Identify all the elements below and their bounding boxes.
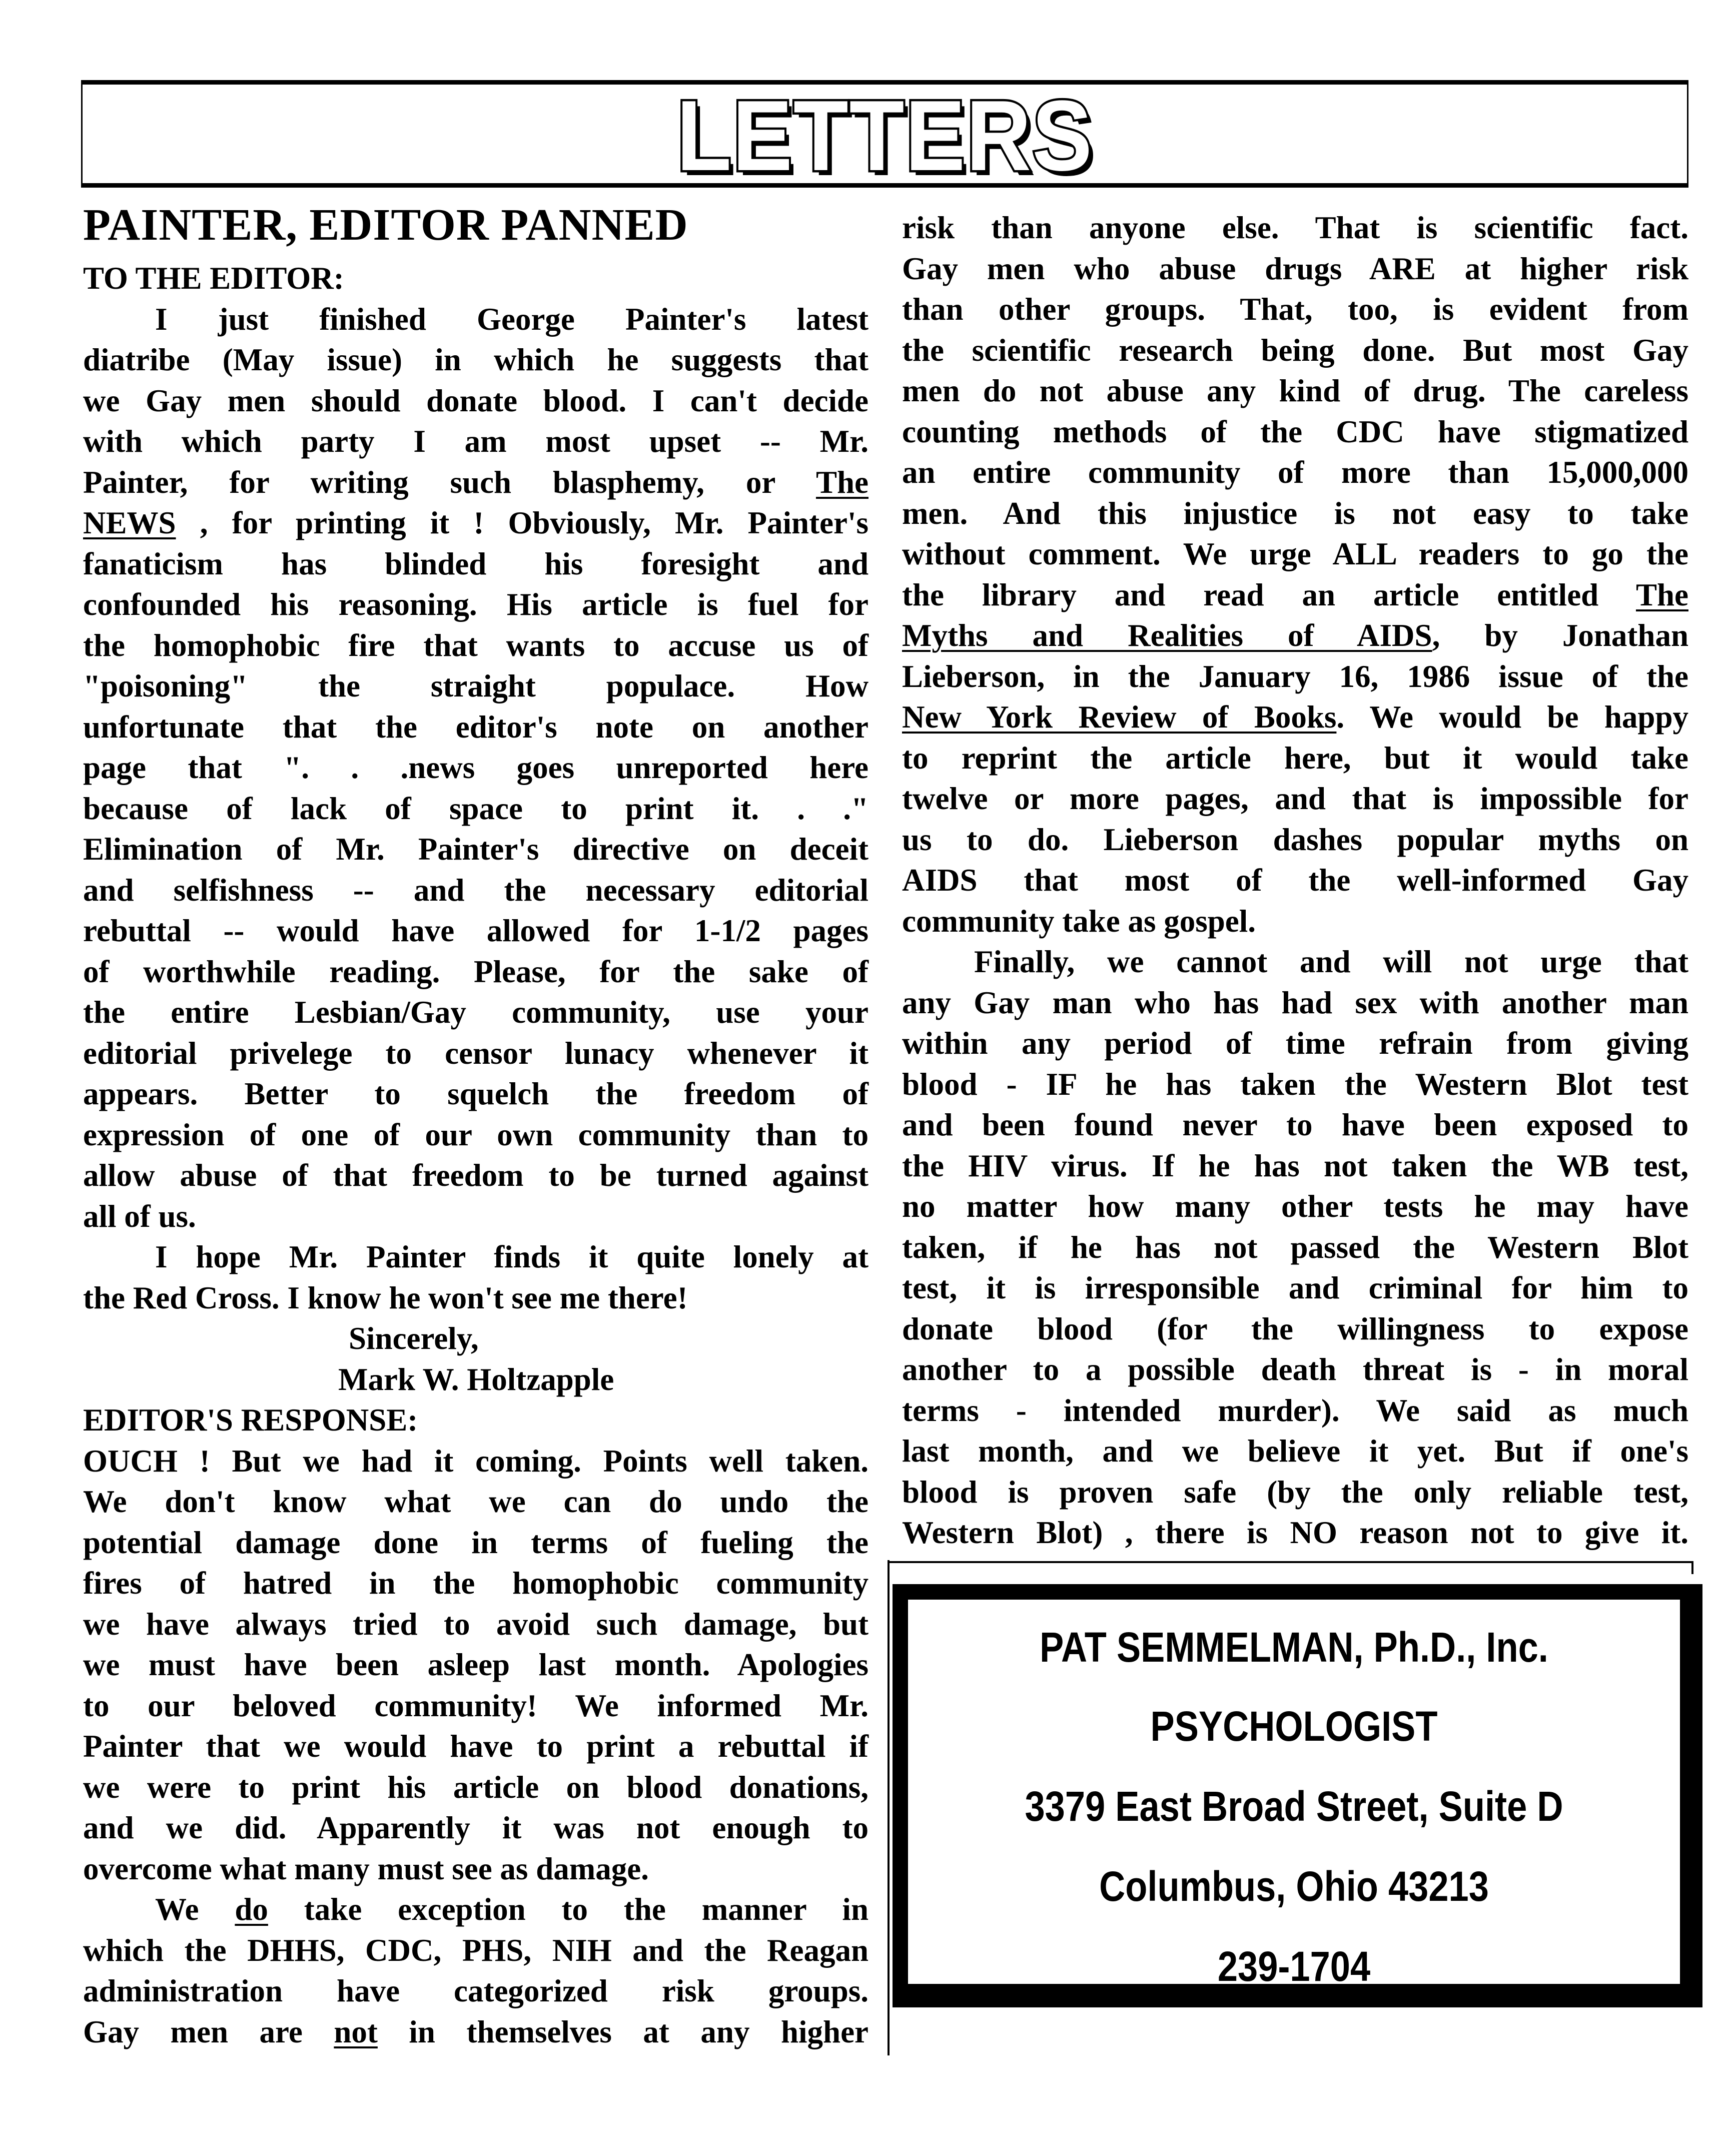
ad-profession: PSYCHOLOGIST — [1150, 1703, 1438, 1750]
text-line: taken, if he has not passed the Western Blot — [902, 1229, 1688, 1265]
text-line: EDITOR'S RESPONSE: — [83, 1402, 418, 1438]
text-line: which the DHHS, CDC, PHS, NIH and the Reagan — [83, 1932, 869, 1968]
text-line: Myths and Realities of AIDS, by Jonathan — [902, 618, 1688, 653]
text-line: appears. Better to squelch the freedom of — [83, 1076, 869, 1111]
text-line: TO THE EDITOR: — [83, 261, 344, 296]
text-line: the HIV virus. If he has not taken the WB test, — [902, 1148, 1688, 1183]
text-line: of worthwhile reading. Please, for the sake of — [83, 954, 869, 989]
underlined-text: The — [815, 464, 869, 500]
text-line: unfortunate that the editor's note on another — [83, 709, 869, 745]
text-line: blood is proven safe (by the only reliable test, — [902, 1474, 1688, 1510]
text-line: New York Review of Books. We would be happy — [902, 699, 1688, 735]
text-line: Mark W. Holtzapple — [338, 1361, 614, 1397]
text-line: any Gay man who has had sex with another man — [902, 985, 1688, 1020]
text-line: donate blood (for the willingness to expose — [902, 1311, 1688, 1346]
text-line: I hope Mr. Painter finds it quite lonely at — [155, 1239, 869, 1274]
ad-top-rule — [888, 1561, 1693, 1563]
text-line: within any period of time refrain from giving — [902, 1026, 1688, 1061]
text-line: we must have been asleep last month. Apologies — [83, 1647, 869, 1682]
underlined-text: not — [334, 2014, 378, 2049]
text-line: blood - IF he has taken the Western Blot test — [902, 1066, 1688, 1102]
text-line: potential damage done in terms of fueling the — [83, 1525, 869, 1560]
underlined-text: do — [235, 1892, 268, 1927]
text-line: AIDS that most of the well-informed Gay — [902, 863, 1688, 898]
text-line: than other groups. That, too, is evident from — [902, 292, 1688, 327]
text-line: Painter, for writing such blasphemy, or The — [83, 464, 869, 500]
text-line: editorial privelege to censor lunacy whenever it — [83, 1035, 869, 1071]
text-line: Lieberson, in the January 16, 1986 issue of the — [902, 658, 1688, 694]
letter-headline: PAINTER, EDITOR PANNED — [83, 200, 688, 250]
text-line: and been found never to have been exposed to — [902, 1107, 1688, 1142]
text-line: without comment. We urge ALL readers to go the — [902, 536, 1688, 571]
left-column — [83, 258, 869, 2052]
text-line: page that ". . .news goes unreported here — [83, 750, 869, 785]
ad-phone: 239-1704 — [1217, 1943, 1371, 1990]
letters-header-box — [81, 80, 1688, 192]
text-line: twelve or more pages, and that is impossible for — [902, 781, 1688, 816]
underlined-text: NEWS — [83, 505, 176, 540]
text-line: fires of hatred in the homophobic community — [83, 1566, 869, 1601]
text-line: community take as gospel. — [902, 903, 1256, 939]
text-line: Western Blot) , there is NO reason not to give it. — [902, 1515, 1688, 1550]
text-line: fanaticism has blinded his foresight and — [83, 546, 869, 581]
text-line: allow abuse of that freedom to be turned against — [83, 1158, 869, 1193]
text-line: administration have categorized risk groups. — [83, 1973, 869, 2008]
text-line: counting methods of the CDC have stigmatized — [902, 414, 1688, 449]
text-line: men do not abuse any kind of drug. The careless — [902, 373, 1688, 408]
text-line: and selfishness -- and the necessary editorial — [83, 872, 869, 908]
text-line: all of us. — [83, 1198, 196, 1234]
right-column — [902, 208, 1688, 1554]
text-line: OUCH ! But we had it coming. Points well taken. — [83, 1443, 869, 1479]
text-line: the scientific research being done. But most Gay — [902, 332, 1688, 368]
ad-address: 3379 East Broad Street, Suite D — [1025, 1783, 1563, 1830]
advertisement-inner-frame — [907, 1598, 1681, 1990]
text-line: the library and read an article entitled The — [902, 577, 1688, 612]
text-line: we were to print his article on blood donations, — [83, 1769, 869, 1805]
text-line: an entire community of more than 15,000,000 — [902, 455, 1688, 490]
text-line: to reprint the article here, but it would take — [902, 740, 1688, 776]
ad-city: Columbus, Ohio 43213 — [1099, 1863, 1489, 1910]
text-line: confounded his reasoning. His article is fuel for — [83, 587, 869, 622]
text-line: Gay men who abuse drugs ARE at higher risk — [902, 251, 1688, 286]
text-line: us to do. Lieberson dashes popular myths on — [902, 822, 1688, 857]
text-line: another to a possible death threat is - in moral — [902, 1352, 1688, 1387]
text-line: terms - intended murder). We said as much — [902, 1392, 1688, 1428]
text-line: We do take exception to the manner in — [155, 1892, 869, 1927]
text-line: Sincerely, — [349, 1321, 479, 1356]
text-line: overcome what many must see as damage. — [83, 1851, 649, 1886]
text-line: test, it is irresponsible and criminal for him to — [902, 1270, 1688, 1305]
text-line: with which party I am most upset -- Mr. — [83, 424, 869, 459]
underlined-text: New York Review of Books — [902, 699, 1337, 735]
text-line: Elimination of Mr. Painter's directive on deceit — [83, 832, 869, 867]
text-line: to our beloved community! We informed Mr. — [83, 1688, 869, 1723]
text-line: the homophobic fire that wants to accuse us of — [83, 627, 869, 663]
advertisement-box — [893, 1584, 1702, 2007]
text-line: expression of one of our own community than to — [83, 1117, 869, 1152]
text-line: the Red Cross. I know he won't see me there! — [83, 1280, 688, 1315]
underlined-text: Myths and Realities of AIDS — [902, 618, 1432, 653]
text-line: We don't know what we can do undo the — [83, 1484, 869, 1519]
text-line: risk than anyone else. That is scientific fact. — [902, 210, 1688, 245]
text-line: "poisoning" the straight populace. How — [83, 668, 869, 703]
text-line: last month, and we believe it yet. But if one's — [902, 1434, 1688, 1469]
text-line: we Gay men should donate blood. I can't decide — [83, 383, 869, 418]
text-line: Painter that we would have to print a rebuttal if — [83, 1729, 869, 1764]
text-line: because of lack of space to print it. . ." — [83, 791, 869, 826]
text-line: Finally, we cannot and will not urge that — [974, 944, 1688, 979]
text-line: the entire Lesbian/Gay community, use your — [83, 995, 869, 1030]
text-line: no matter how many other tests he may have — [902, 1189, 1688, 1224]
section-title: LETTERS — [676, 80, 1093, 192]
text-line: I just finished George Painter's latest — [155, 301, 869, 337]
text-line: NEWS , for printing it ! Obviously, Mr. Painter's — [83, 505, 869, 540]
text-line: diatribe (May issue) in which he suggests that — [83, 342, 869, 377]
text-line: rebuttal -- would have allowed for 1-1/2 pages — [83, 913, 869, 948]
ad-name: PAT SEMMELMAN, Ph.D., Inc. — [1040, 1624, 1548, 1671]
column-divider — [888, 1560, 890, 2055]
ad-top-rule-tick — [1691, 1561, 1693, 1574]
text-line: men. And this injustice is not easy to take — [902, 495, 1688, 531]
text-line: Gay men are not in themselves at any higher — [83, 2014, 869, 2049]
underlined-text: The — [1635, 577, 1688, 612]
text-line: we have always tried to avoid such damage, but — [83, 1606, 869, 1642]
text-line: and we did. Apparently it was not enough to — [83, 1810, 869, 1845]
